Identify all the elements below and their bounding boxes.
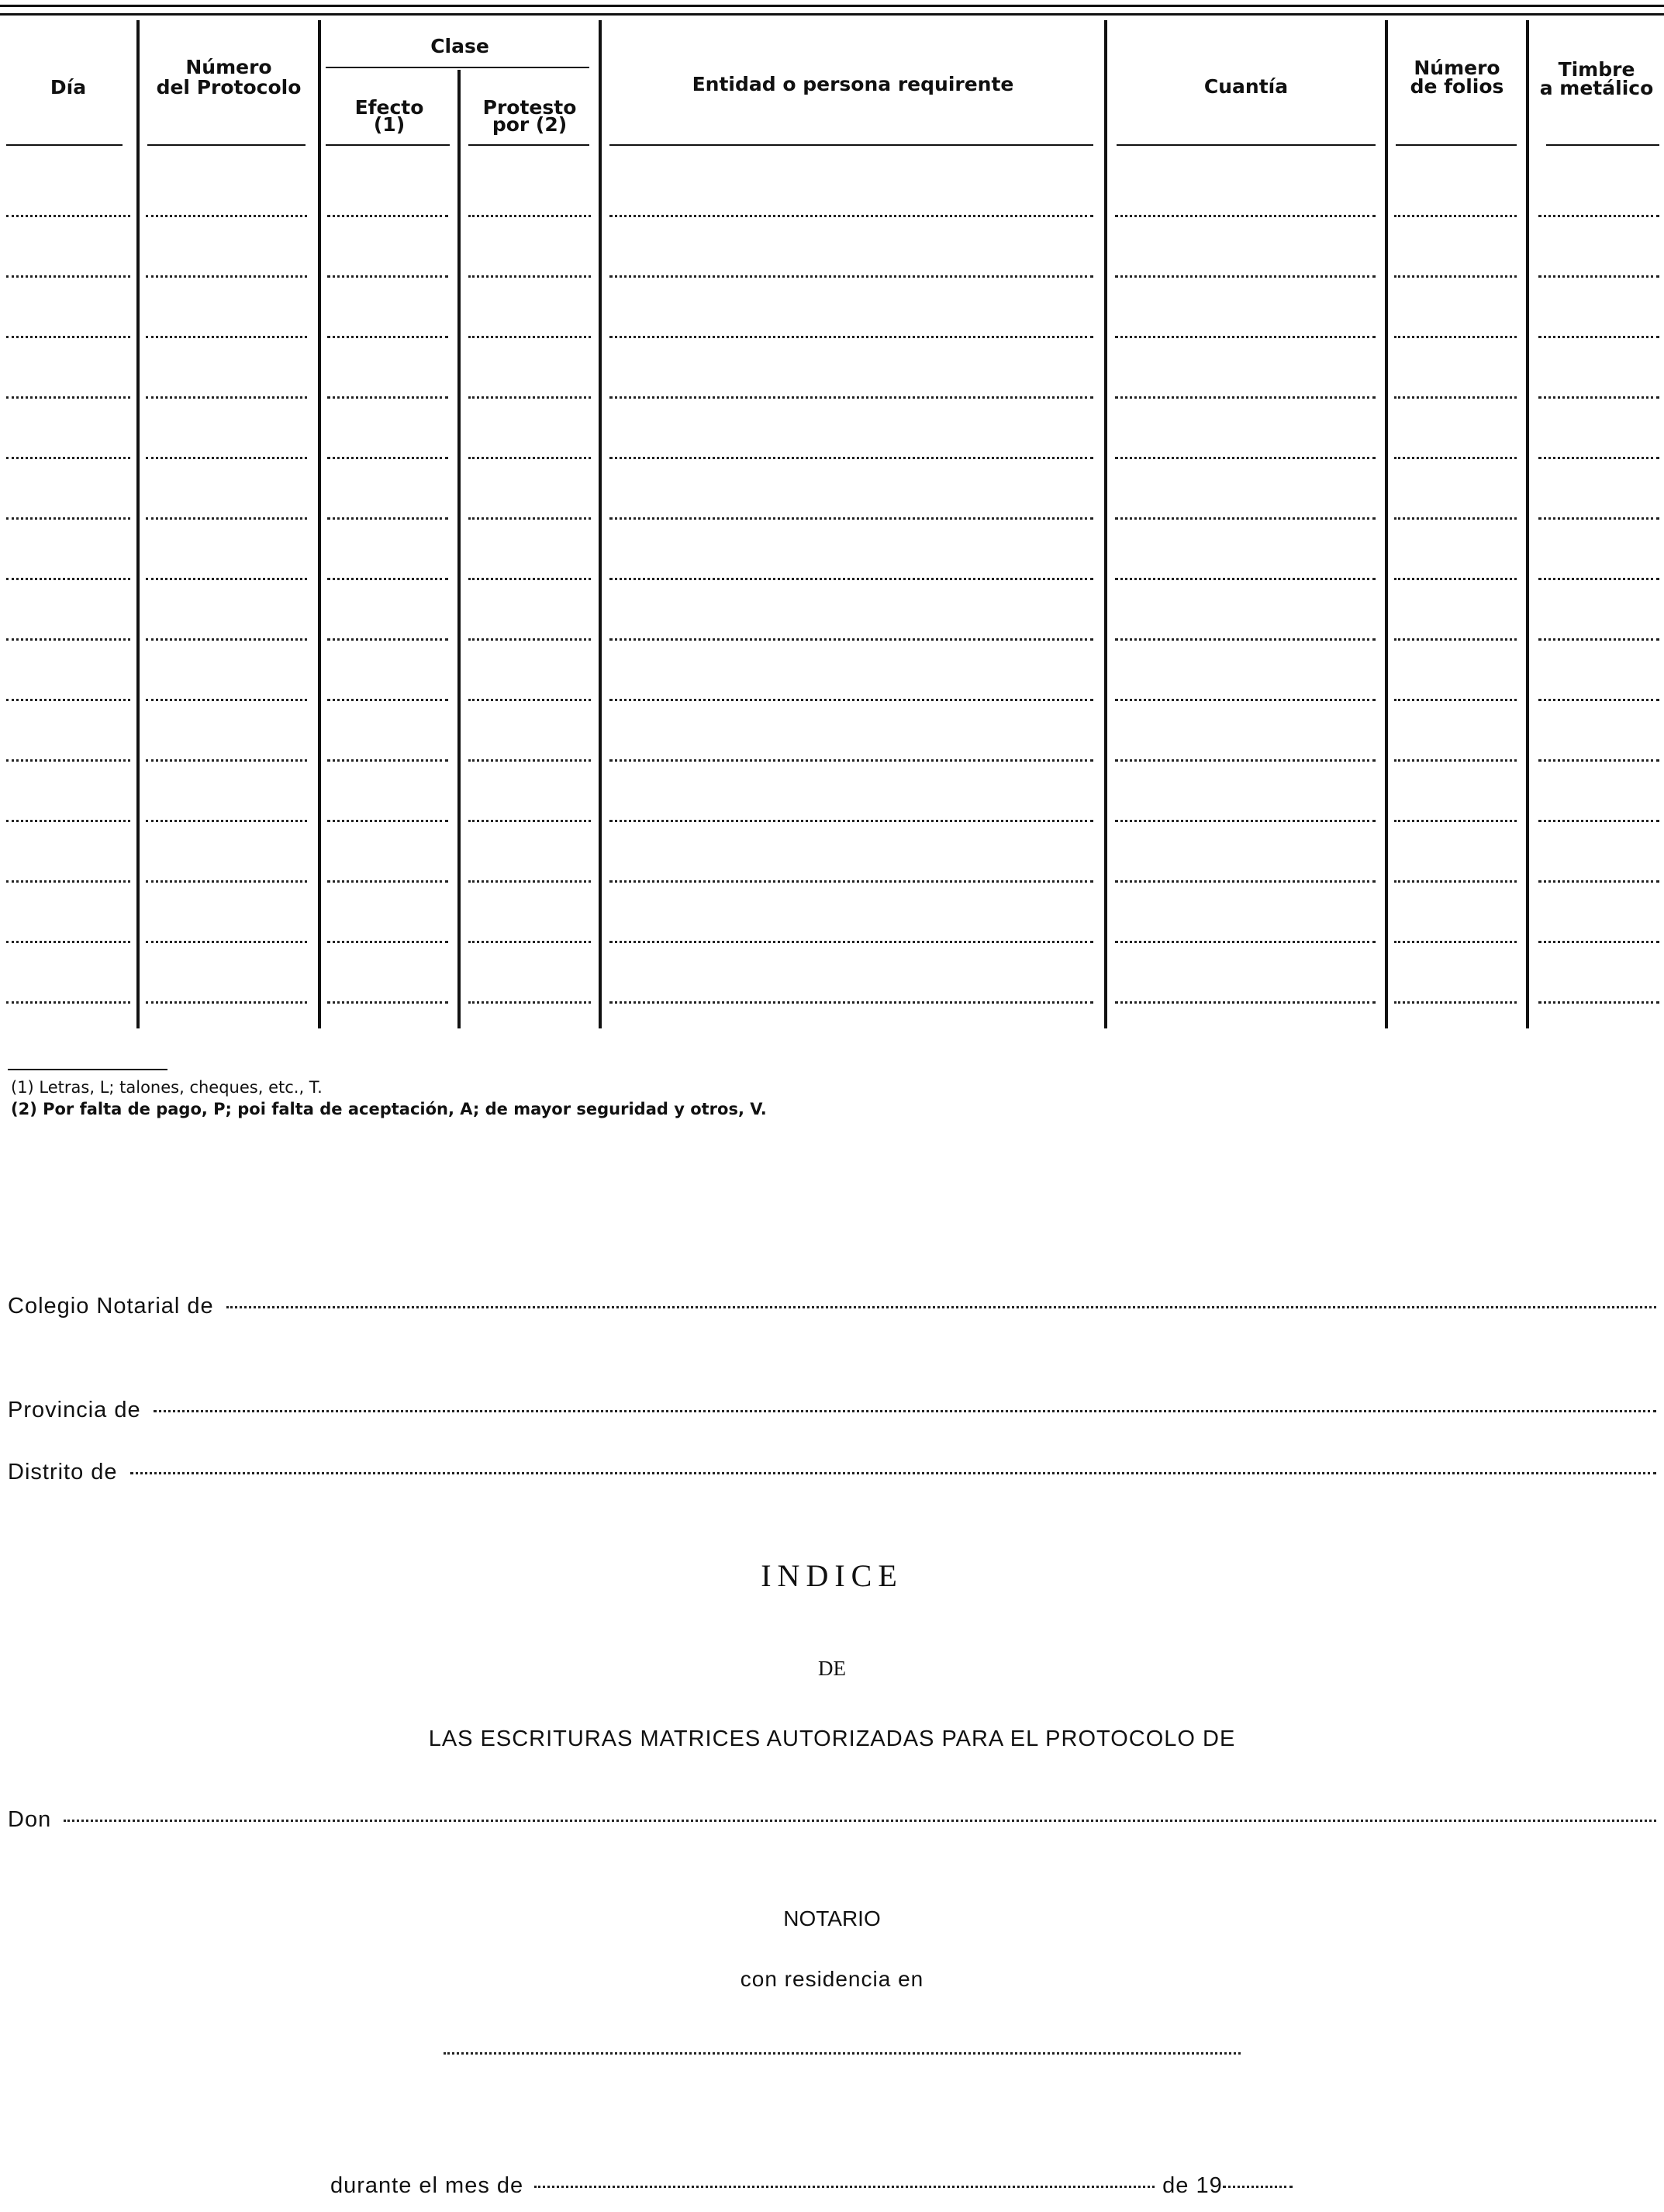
header-rule-folios [1396, 144, 1517, 146]
cell-timbre[interactable] [1538, 880, 1659, 883]
year-label: de 19 [1162, 2173, 1223, 2198]
cell-protesto[interactable] [468, 336, 591, 338]
cell-dia[interactable] [6, 638, 130, 641]
cell-protesto[interactable] [468, 457, 591, 459]
header-timbre [1529, 60, 1664, 98]
colegio-line [8, 1294, 1656, 1319]
cell-efecto[interactable] [327, 941, 448, 943]
cell-protesto[interactable] [468, 215, 591, 217]
cell-protocolo[interactable] [146, 820, 307, 822]
cell-protesto[interactable] [468, 275, 591, 278]
header-numero-protocolo-line2: del Protocolo [156, 76, 302, 99]
cell-folios[interactable] [1394, 517, 1517, 520]
header-timbre-line1: Timbre [1558, 58, 1635, 81]
header-numero-protocolo [140, 57, 318, 98]
cell-entidad[interactable] [609, 396, 1093, 399]
cell-entidad[interactable] [609, 820, 1093, 822]
cell-protesto[interactable] [468, 941, 591, 943]
header-rule-cuantia [1117, 144, 1376, 146]
cell-folios[interactable] [1394, 880, 1517, 883]
cell-cuantia[interactable] [1115, 275, 1376, 278]
distrito-line [8, 1460, 1656, 1485]
footnote-2: (2) Por falta de pago, P; poi falta de aceptación, A; de mayor seguridad y otros, V. [11, 1100, 767, 1118]
top-rule-2 [0, 13, 1664, 16]
cell-timbre[interactable] [1538, 638, 1659, 641]
cell-dia[interactable] [6, 820, 130, 822]
cell-protocolo[interactable] [146, 880, 307, 883]
cell-timbre[interactable] [1538, 1001, 1659, 1004]
header-entidad: Entidad o persona requirente [692, 73, 1014, 95]
cell-protesto[interactable] [468, 699, 591, 701]
cell-entidad[interactable] [609, 759, 1093, 762]
cell-efecto[interactable] [327, 275, 448, 278]
header-rule-protocolo [147, 144, 306, 146]
cell-protesto[interactable] [468, 578, 591, 580]
col-sep-3 [457, 70, 461, 1028]
header-rule-entidad [609, 144, 1093, 146]
cell-entidad[interactable] [609, 215, 1093, 217]
colegio-field[interactable] [226, 1306, 1656, 1308]
clase-rule [326, 67, 589, 68]
header-rule-protesto [468, 144, 589, 146]
cell-cuantia[interactable] [1115, 820, 1376, 822]
header-clase: Clase [430, 35, 489, 57]
cell-cuantia[interactable] [1115, 578, 1376, 580]
cell-entidad[interactable] [609, 457, 1093, 459]
cell-cuantia[interactable] [1115, 699, 1376, 701]
cell-efecto[interactable] [327, 820, 448, 822]
provincia-label: Provincia de [8, 1398, 141, 1422]
cell-folios[interactable] [1394, 396, 1517, 399]
header-numero-protocolo-line1: Número [185, 56, 272, 78]
cell-timbre[interactable] [1538, 457, 1659, 459]
cell-dia[interactable] [6, 578, 130, 580]
cell-protocolo[interactable] [146, 638, 307, 641]
cell-efecto[interactable] [327, 457, 448, 459]
cell-folios[interactable] [1394, 941, 1517, 943]
month-field[interactable] [534, 2186, 1155, 2188]
don-label: Don [8, 1807, 52, 1832]
cell-cuantia[interactable] [1115, 638, 1376, 641]
year-field[interactable] [1223, 2186, 1293, 2188]
cell-protesto[interactable] [468, 638, 591, 641]
cell-folios[interactable] [1394, 336, 1517, 338]
header-efecto-line1: Efecto [354, 96, 424, 119]
cell-protocolo[interactable] [146, 275, 307, 278]
cell-protocolo[interactable] [146, 396, 307, 399]
residencia-label: con residencia en [740, 1967, 924, 1991]
distrito-field[interactable] [130, 1472, 1656, 1474]
top-rule [0, 5, 1664, 7]
cell-efecto[interactable] [327, 880, 448, 883]
header-rule-efecto [326, 144, 450, 146]
cell-efecto[interactable] [327, 638, 448, 641]
cell-timbre[interactable] [1538, 396, 1659, 399]
distrito-label: Distrito de [8, 1460, 118, 1484]
header-cuantia: Cuantía [1203, 75, 1289, 98]
header-protesto [461, 96, 599, 136]
header-rule-timbre [1546, 144, 1659, 146]
header-efecto [321, 96, 457, 136]
cell-entidad[interactable] [609, 638, 1093, 641]
cell-dia[interactable] [6, 275, 130, 278]
don-line [8, 1807, 1656, 1833]
cell-protesto[interactable] [468, 820, 591, 822]
title-de: DE [818, 1657, 846, 1680]
cell-dia[interactable] [6, 396, 130, 399]
cell-timbre[interactable] [1538, 820, 1659, 822]
cell-protocolo[interactable] [146, 1001, 307, 1004]
cell-dia[interactable] [6, 336, 130, 338]
cell-protesto[interactable] [468, 880, 591, 883]
cell-timbre[interactable] [1538, 215, 1659, 217]
cell-cuantia[interactable] [1115, 1001, 1376, 1004]
cell-dia[interactable] [6, 517, 130, 520]
cell-efecto[interactable] [327, 699, 448, 701]
provincia-field[interactable] [154, 1410, 1656, 1412]
cell-protesto[interactable] [468, 759, 591, 762]
don-field[interactable] [64, 1820, 1656, 1822]
cell-cuantia[interactable] [1115, 396, 1376, 399]
cell-entidad[interactable] [609, 699, 1093, 701]
cell-efecto[interactable] [327, 578, 448, 580]
col-sep-5 [1104, 20, 1107, 1028]
cell-efecto[interactable] [327, 759, 448, 762]
cell-timbre[interactable] [1538, 275, 1659, 278]
cell-entidad[interactable] [609, 517, 1093, 520]
header-protesto-line1: Protesto [482, 96, 577, 119]
cell-entidad[interactable] [609, 1001, 1093, 1004]
col-sep-6 [1385, 20, 1388, 1028]
footnote-rule [8, 1069, 167, 1070]
cell-protocolo[interactable] [146, 457, 307, 459]
cell-folios[interactable] [1394, 820, 1517, 822]
cell-cuantia[interactable] [1115, 941, 1376, 943]
footnote-1: (1) Letras, L; talones, cheques, etc., T. [11, 1078, 323, 1097]
cell-dia[interactable] [6, 759, 130, 762]
cell-timbre[interactable] [1538, 578, 1659, 580]
cell-cuantia[interactable] [1115, 759, 1376, 762]
cell-entidad[interactable] [609, 880, 1093, 883]
cell-timbre[interactable] [1538, 699, 1659, 701]
index-title: INDICE [761, 1558, 903, 1593]
header-efecto-line2: (1) [373, 113, 406, 136]
cell-protocolo[interactable] [146, 215, 307, 217]
cell-efecto[interactable] [327, 517, 448, 520]
cell-protocolo[interactable] [146, 941, 307, 943]
cell-dia[interactable] [6, 457, 130, 459]
provincia-line [8, 1398, 1656, 1423]
cell-folios[interactable] [1394, 215, 1517, 217]
cell-cuantia[interactable] [1115, 457, 1376, 459]
header-folios-line1: Número [1414, 57, 1500, 79]
cell-cuantia[interactable] [1115, 336, 1376, 338]
cell-protesto[interactable] [468, 1001, 591, 1004]
header-protesto-line2: por (2) [492, 113, 568, 136]
cell-cuantia[interactable] [1115, 880, 1376, 883]
cell-entidad[interactable] [609, 578, 1093, 580]
col-sep-2 [318, 20, 321, 1028]
cell-dia[interactable] [6, 699, 130, 701]
cell-cuantia[interactable] [1115, 215, 1376, 217]
header-dia: Día [50, 76, 87, 99]
cell-entidad[interactable] [609, 941, 1093, 943]
cell-protocolo[interactable] [146, 336, 307, 338]
cell-efecto[interactable] [327, 215, 448, 217]
cell-folios[interactable] [1394, 578, 1517, 580]
cell-folios[interactable] [1394, 275, 1517, 278]
cell-protocolo[interactable] [146, 517, 307, 520]
cell-efecto[interactable] [327, 336, 448, 338]
colegio-label: Colegio Notarial de [8, 1294, 214, 1319]
cell-cuantia[interactable] [1115, 517, 1376, 520]
cell-efecto[interactable] [327, 396, 448, 399]
cell-folios[interactable] [1394, 759, 1517, 762]
residencia-field[interactable] [444, 2052, 1241, 2055]
cell-protocolo[interactable] [146, 759, 307, 762]
cell-protocolo[interactable] [146, 699, 307, 701]
cell-folios[interactable] [1394, 638, 1517, 641]
cell-dia[interactable] [6, 880, 130, 883]
cell-timbre[interactable] [1538, 941, 1659, 943]
header-timbre-line2: a metálico [1539, 77, 1654, 99]
col-sep-1 [136, 20, 140, 1028]
cell-protesto[interactable] [468, 517, 591, 520]
cell-folios[interactable] [1394, 1001, 1517, 1004]
cell-dia[interactable] [6, 215, 130, 217]
subtitle: LAS ESCRITURAS MATRICES AUTORIZADAS PARA EL PROTOCOLO DE [428, 1726, 1236, 1751]
col-sep-4 [599, 20, 602, 1028]
col-sep-7 [1526, 20, 1529, 1028]
header-folios [1388, 59, 1526, 96]
cell-entidad[interactable] [609, 336, 1093, 338]
cell-protesto[interactable] [468, 396, 591, 399]
cell-dia[interactable] [6, 941, 130, 943]
header-folios-line2: de folios [1410, 75, 1504, 98]
cell-dia[interactable] [6, 1001, 130, 1004]
cell-timbre[interactable] [1538, 517, 1659, 520]
header-rule-dia [6, 144, 123, 146]
cell-folios[interactable] [1394, 457, 1517, 459]
cell-protocolo[interactable] [146, 578, 307, 580]
cell-efecto[interactable] [327, 1001, 448, 1004]
durante-label: durante el mes de [330, 2173, 524, 2198]
durante-line [330, 2173, 1354, 2199]
cell-timbre[interactable] [1538, 759, 1659, 762]
notario-label: NOTARIO [783, 1906, 881, 1930]
cell-entidad[interactable] [609, 275, 1093, 278]
cell-timbre[interactable] [1538, 336, 1659, 338]
cell-folios[interactable] [1394, 699, 1517, 701]
